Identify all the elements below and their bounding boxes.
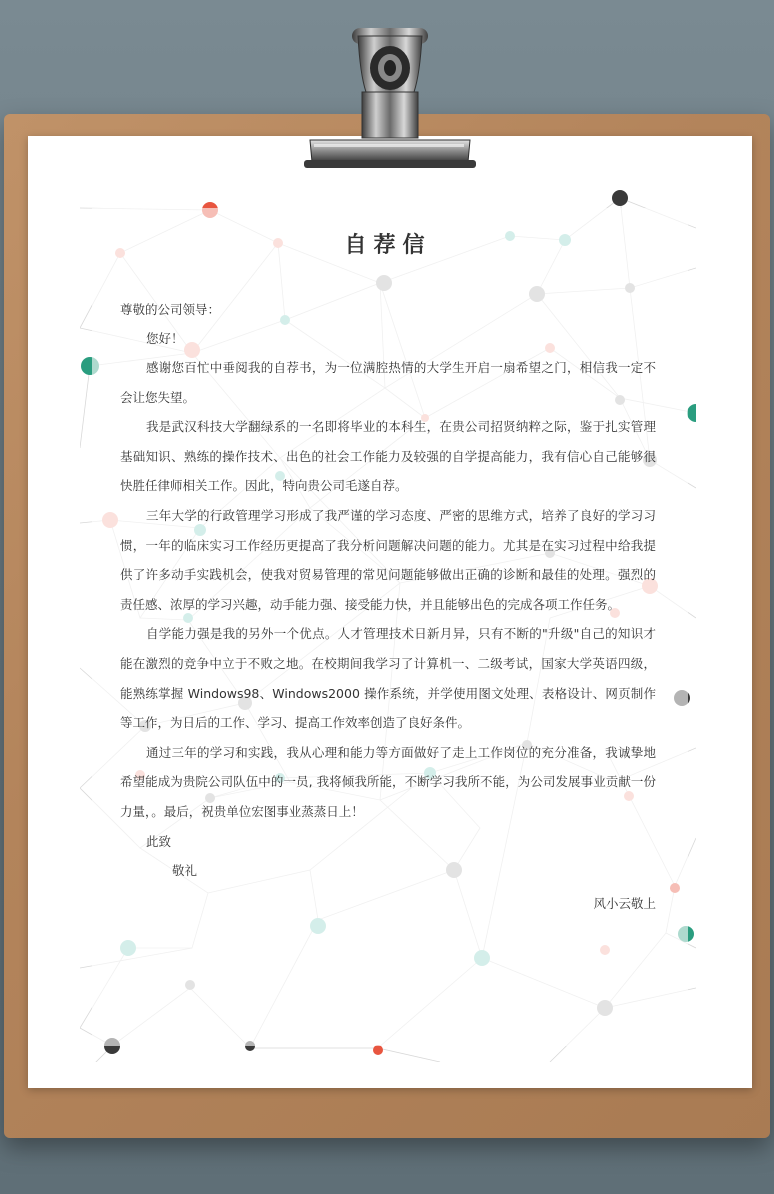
closing: 此致 [146, 833, 172, 849]
salutation: 尊敬的公司领导： [120, 302, 221, 317]
paragraph-2: 我是武汉科技大学翻绿系的一名即将毕业的本科生，在贵公司招贤纳粹之际，鉴于扎实管理基础知识、熟练的操作技术、出色的社会工作能力及较强的自学提高能力，我有信心自己能够很快胜任律师相关工作。因此，特向贵公司毛遂自荐。 [120, 419, 656, 494]
paragraph-4: 自学能力强是我的另外一个优点。人才管理技术日新月异，只有不断的"升级"自己的知识才能在激烈的竞争中立于不败之地。在校期间我学习了计算机一、二级考试，国家大学英语四级，能熟练掌握 Windows98、Windows2000 操作系统，并学使用图文处理、表格设计、网页制作等工作，为日后的工作、学习、提高工作效率创造了良好条件。 [120, 626, 656, 731]
signature: 风小云敬上 [593, 895, 656, 911]
regards: 敬礼 [172, 862, 198, 878]
binder-clip-icon [300, 22, 480, 182]
letter-content [120, 228, 656, 918]
paragraph-1: 感谢您百忙中垂阅我的自荐书，为一位满腔热情的大学生开启一扇希望之门，相信我一定不会让您失望。 [120, 360, 656, 405]
greeting: 您好！ [146, 331, 184, 346]
page-title: 自荐信 [344, 233, 432, 258]
paragraph-3: 三年大学的行政管理学习形成了我严谨的学习态度、严密的思维方式，培养了良好的学习习惯，一年的临床实习工作经历更提高了我分析问题解决问题的能力。尤其是在实习过程中给我提供了许多动手实践机会，使我对贸易管理的常见问题能够做出正确的诊断和最佳的处理。强烈的责任感、浓厚的学习兴趣，动手能力强、接受能力快，并且能够出色的完成各项工作任务。 [120, 507, 656, 612]
paragraph-5: 通过三年的学习和实践，我从心理和能力等方面做好了走上工作岗位的充分准备，我诚挚地希望能成为贵院公司队伍中的一员, 我将倾我所能，不断学习我所不能，为公司发展事业贡献一份力量，。最后，祝贵单位宏图事业蒸蒸日上！ [120, 744, 656, 819]
